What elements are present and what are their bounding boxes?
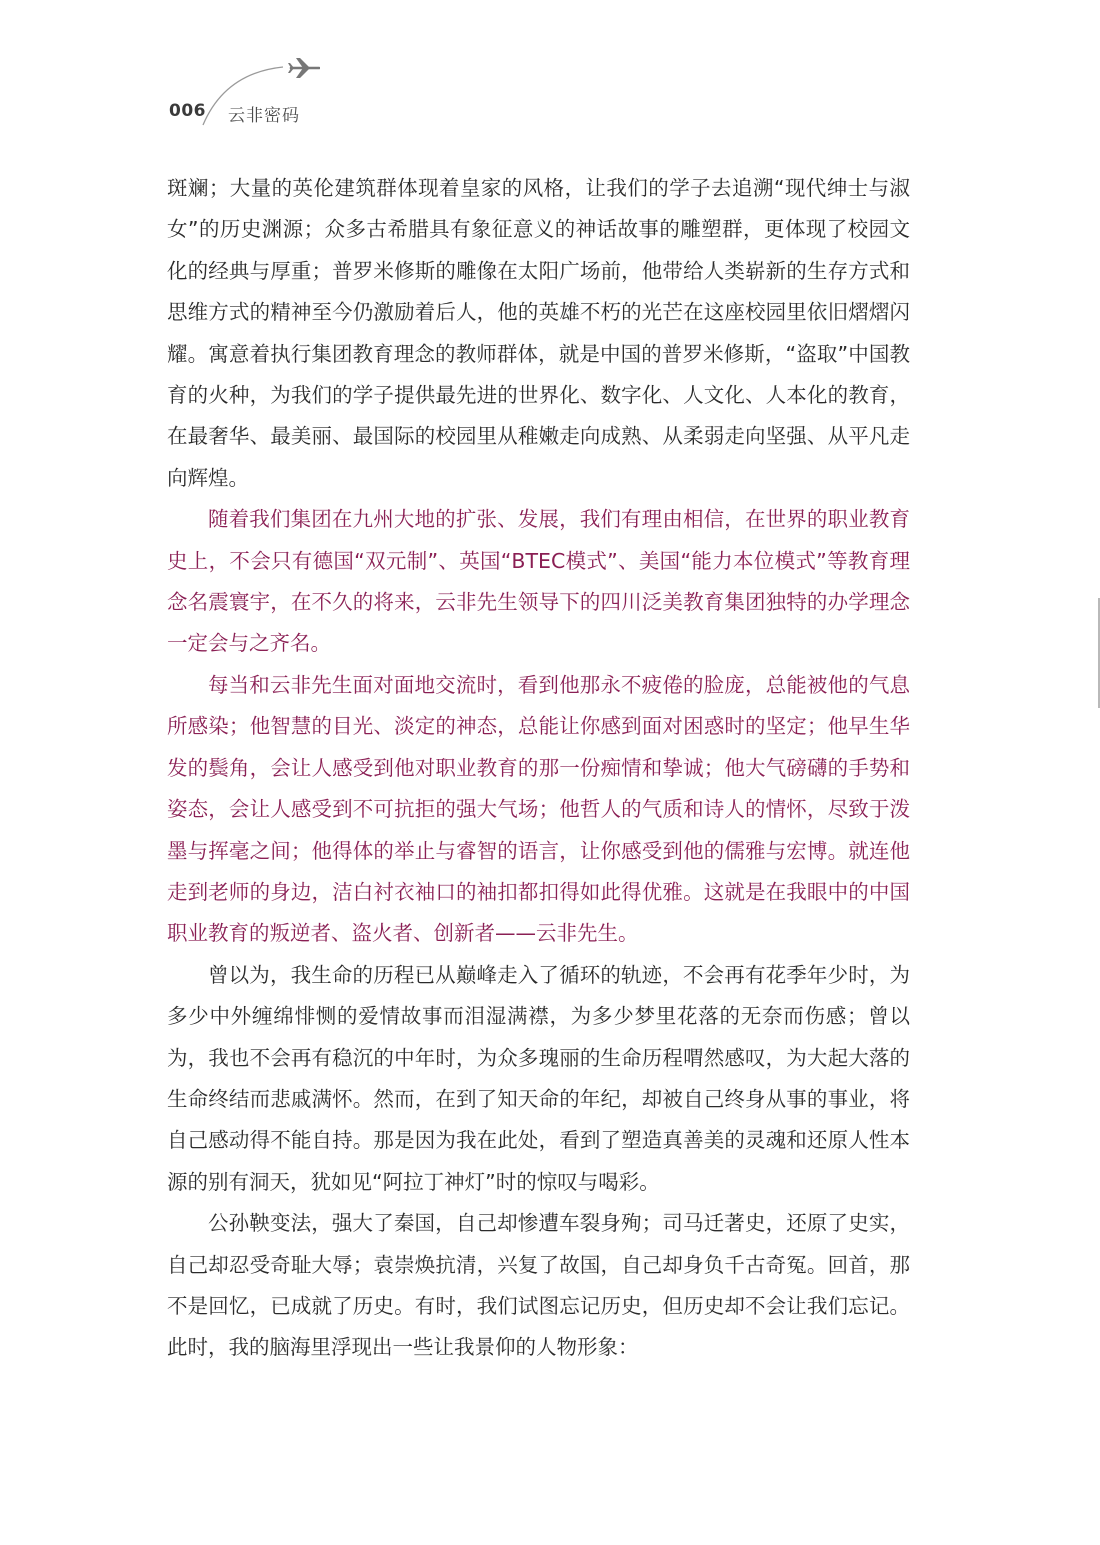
page-number: 006: [169, 101, 206, 121]
paragraph-highlighted: 每当和云非先生面对面地交流时，看到他那永不疲倦的脸庞，总能被他的气息所感染；他智慧的目光、淡定的神态，总能让你感到面对困惑时的坚定；他早生华发的鬓角，会让人感受到他对职业教育的那一份痴情和挚诚；他大气磅礴的手势和姿态，会让人感受到不可抗拒的强大气场；他哲人的气质和诗人的情怀，尽致于泼墨与挥毫之间；他得体的举止与睿智的语言，让你感受到他的儒雅与宏博。就连他走到老师的身边，洁白衬衣袖口的袖扣都扣得如此得优雅。这就是在我眼中的中国职业教育的叛逆者、盗火者、创新者——云非先生。: [167, 672, 910, 946]
book-title: 云非密码: [228, 106, 300, 126]
page-header: [0, 0, 1100, 140]
paragraph-highlighted: 随着我们集团在九州大地的扩张、发展，我们有理由相信，在世界的职业教育史上，不会只有德国“双元制”、英国“BTEC模式”、美国“能力本位模式”等教育理念名震寰宇，在不久的将来，云非先生领导下的四川泛美教育集团独特的办学理念一定会与之齐名。: [167, 507, 910, 656]
paragraph: 公孙鞅变法，强大了秦国，自己却惨遭车裂身殉；司马迁著史，还原了史实，自己却忍受奇耻大辱；袁崇焕抗清，兴复了故国，自己却身负千古奇冤。回首，那不是回忆，已成就了历史。有时，我们试图忘记历史，但历史却不会让我们忘记。此时，我的脑海里浮现出一些让我景仰的人物形象：: [167, 1211, 910, 1360]
paragraph: 斑斓；大量的英伦建筑群体现着皇家的风格，让我们的学子去追溯“现代绅士与淑女”的历史渊源；众多古希腊具有象征意义的神话故事的雕塑群，更体现了校园文化的经典与厚重；普罗米修斯的雕像在太阳广场前，他带给人类崭新的生存方式和思维方式的精神至今仍激励着后人，他的英雄不朽的光芒在这座校园里依旧熠熠闪耀。寓意着执行集团教育理念的教师群体，就是中国的普罗米修斯，“盗取”中国教育的火种，为我们的学子提供最先进的世界化、数字化、人文化、人本化的教育，在最奢华、最美丽、最国际的校园里从稚嫩走向成熟、从柔弱走向坚强、从平凡走向辉煌。: [167, 176, 910, 490]
paragraph: 曾以为，我生命的历程已从巅峰走入了循环的轨迹，不会再有花季年少时，为多少中外缠绵悱恻的爱情故事而泪湿满襟，为多少梦里花落的无奈而伤感；曾以为，我也不会再有稳沉的中年时，为众多瑰丽的生命历程喟然感叹，为大起大落的生命终结而悲戚满怀。然而，在到了知天命的年纪，却被自己终身从事的事业，将自己感动得不能自持。那是因为我在此处，看到了塑造真善美的灵魂和还原人性本源的别有洞天，犹如见“阿拉丁神灯”时的惊叹与喝彩。: [167, 962, 910, 1194]
body-text: [167, 168, 910, 1369]
